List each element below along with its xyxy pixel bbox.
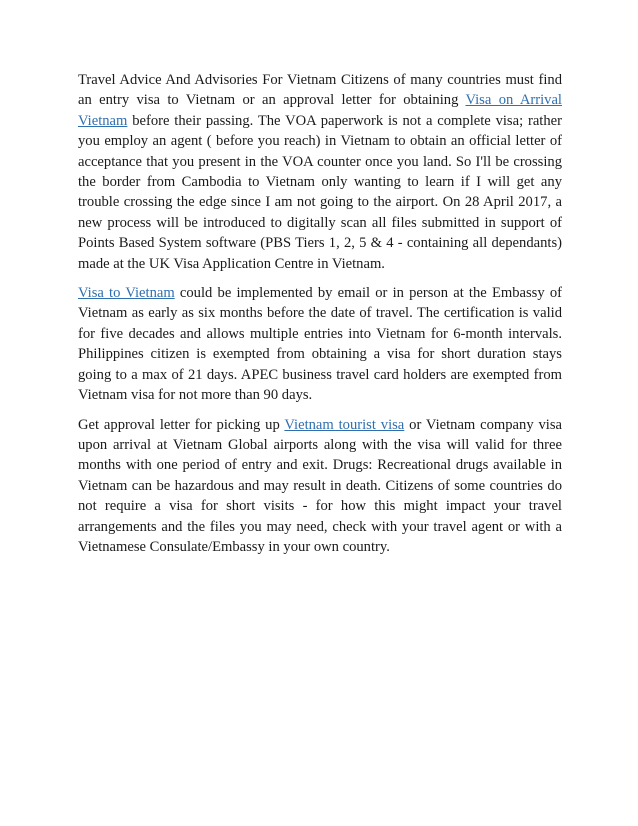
- paragraph-text: before their passing. The VOA paperwork is not a complete visa; rather you employ an agent ( before you reach) in Vietnam to obtain an official letter of acceptance that you present in the VOA counter once you land. So I'll be crossing the border from Cambodia to Vietnam only wanting to learn if I will get any trouble crossing the edge since I am not going to the airport. On 28 April 2017, a new process will be introduced to digitally scan all files submitted in support of Points Based System software (PBS Tiers 1, 2, 5 & 4 - containing all dependants) made at the UK Visa Application Centre in Vietnam.: [78, 112, 562, 272]
- link-vietnam-tourist-visa[interactable]: Vietnam tourist visa: [284, 416, 405, 433]
- paragraph-tourist-visa: [78, 415, 562, 558]
- paragraph-text: or Vietnam company visa upon arrival at Vietnam Global airports along with the visa will valid for three months with one period of entry and exit. Drugs: Recreational drugs available in Vietnam can be hazardous and may result in death. Citizens of some countries do not require a visa for short visits - for how this might impact your travel arrangements and the files you may need, check with your travel agent or with a Vietnamese Consulate/Embassy in your own country.: [78, 416, 562, 555]
- link-visa-on-arrival-vietnam[interactable]: Visa on Arrival Vietnam: [78, 92, 562, 129]
- paragraph-text: Travel Advice And Advisories For Vietnam Citizens of many countries must find an entry visa to Vietnam or an approval letter for obtaining: [78, 72, 562, 109]
- paragraph-visa-to-vietnam: [78, 283, 562, 405]
- paragraph-text: could be implemented by email or in person at the Embassy of Vietnam as early as six months before the date of travel. The certification is valid for five decades and allows multiple entries into Vietnam for 6-month intervals. Philippines citizen is exempted from obtaining a visa for short duration stays going to a max of 21 days. APEC business travel card holders are exempted from Vietnam visa for not more than 90 days.: [78, 285, 562, 404]
- document-body: [78, 70, 562, 566]
- link-visa-to-vietnam[interactable]: Visa to Vietnam: [78, 285, 175, 302]
- paragraph-text: Get approval letter for picking up: [78, 416, 285, 433]
- paragraph-visa-on-arrival: [78, 70, 562, 274]
